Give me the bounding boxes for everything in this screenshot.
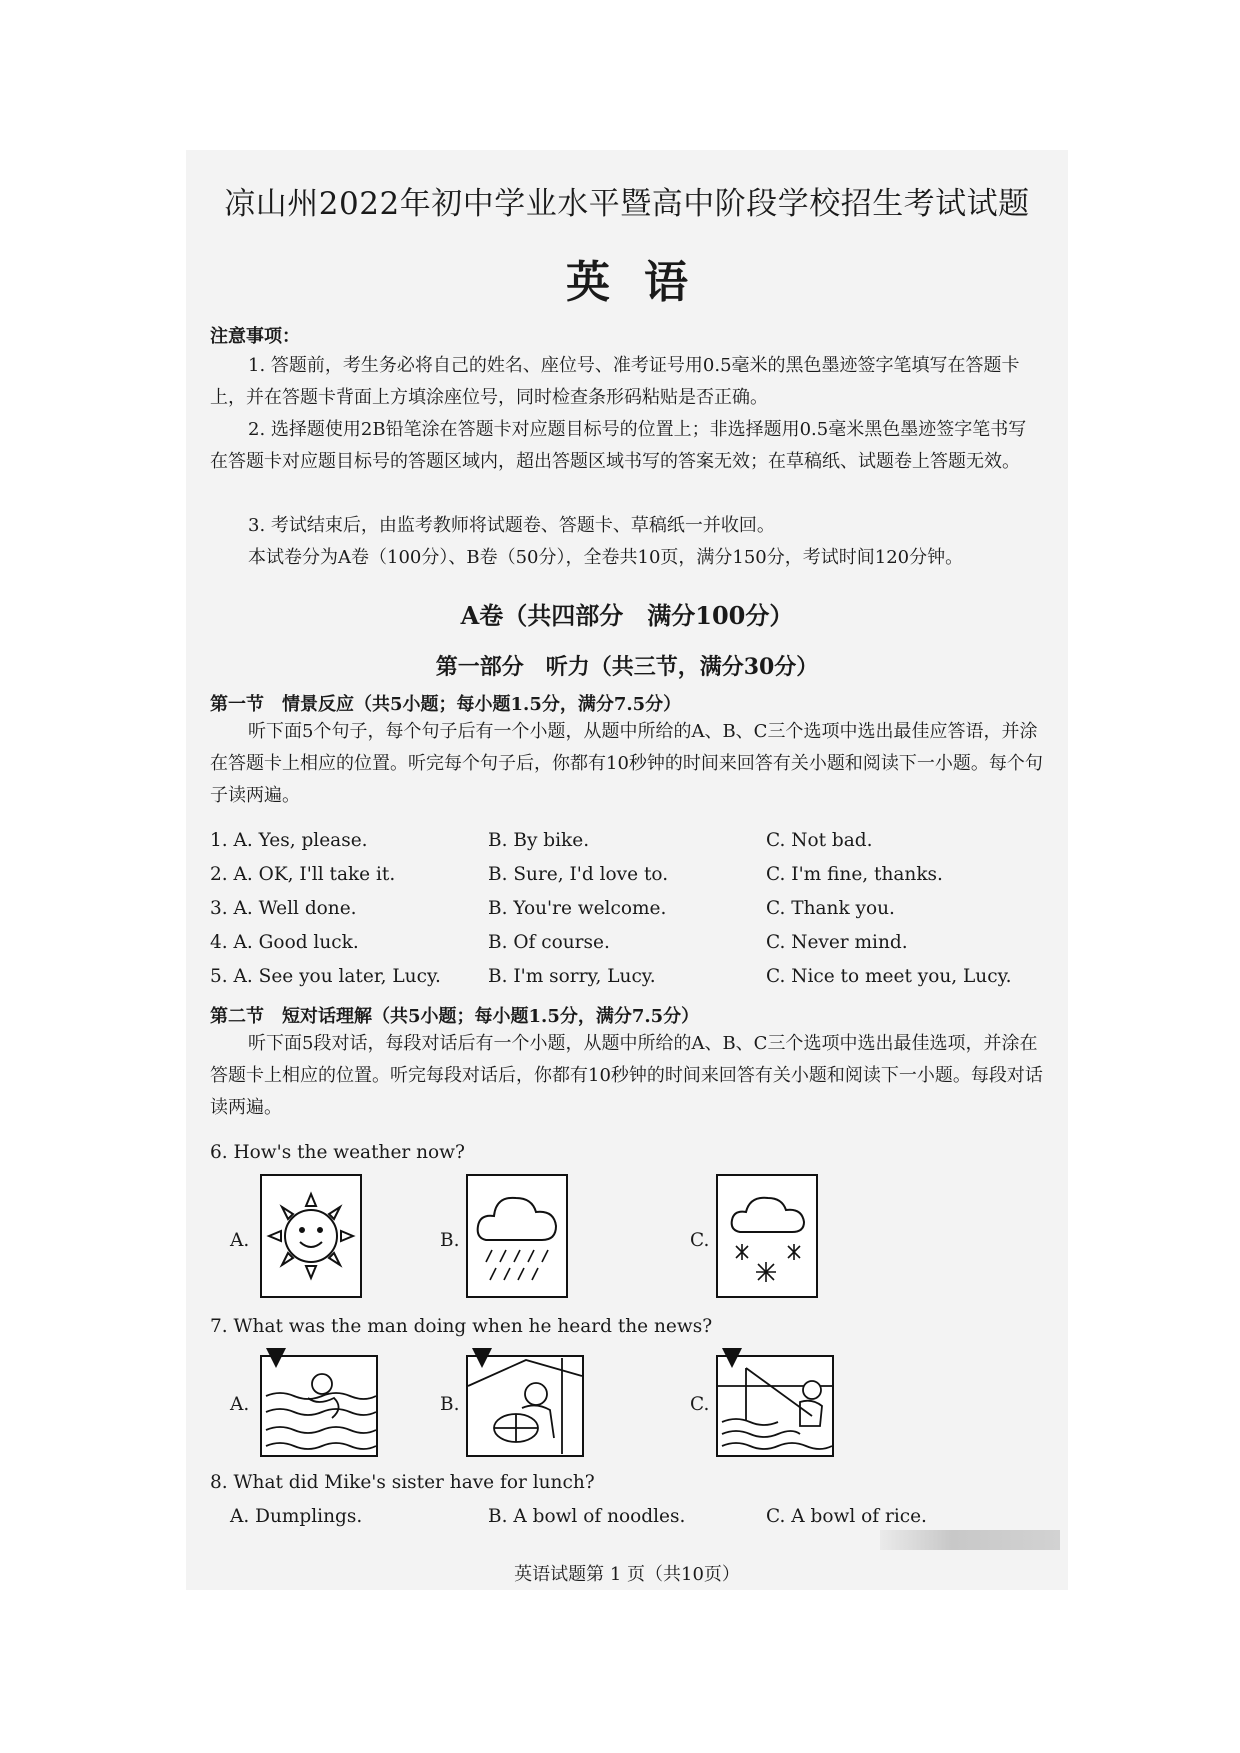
q4-option-c[interactable]: C. Never mind.	[766, 932, 908, 953]
volume-a-heading: A卷（共四部分 满分100分）	[460, 601, 794, 630]
q6-stem: 6. How's the weather now?	[210, 1142, 465, 1163]
q7-option-a-picture[interactable]	[260, 1346, 380, 1458]
q8-option-b[interactable]: B. A bowl of noodles.	[488, 1506, 686, 1527]
exam-title: 凉山州2022年初中学业水平暨高中阶段学校招生考试试题	[224, 186, 1030, 222]
q1-option-a[interactable]: 1. A. Yes, please.	[210, 830, 368, 851]
q8-option-a[interactable]: A. Dumplings.	[230, 1506, 363, 1527]
note-item-1: 1. 答题前，考生务必将自己的姓名、座位号、准考证号用0.5毫米的黑色墨迹签字笔填写在答题卡上，并在答题卡背面上方填涂座位号，同时检查条形码粘贴是否正确。	[210, 355, 1020, 408]
q6-option-a-label[interactable]: A.	[230, 1230, 250, 1251]
q2-option-c[interactable]: C. I'm fine, thanks.	[766, 864, 943, 885]
q3-option-b[interactable]: B. You're welcome.	[488, 898, 667, 919]
q6-option-c-label[interactable]: C.	[690, 1230, 710, 1251]
exam-page	[186, 150, 1068, 1590]
q7-option-c-label[interactable]: C.	[690, 1394, 710, 1415]
q3-option-c[interactable]: C. Thank you.	[766, 898, 895, 919]
notes-heading: 注意事项：	[210, 326, 300, 347]
q7-option-b-label[interactable]: B.	[440, 1394, 460, 1415]
q5-option-c[interactable]: C. Nice to meet you, Lucy.	[766, 966, 1012, 987]
q6-option-b-label[interactable]: B.	[440, 1230, 460, 1251]
page-footer: 英语试题第 1 页（共10页）	[514, 1564, 740, 1585]
q7-stem: 7. What was the man doing when he heard the news?	[210, 1316, 713, 1337]
q7-option-a-label[interactable]: A.	[230, 1394, 250, 1415]
section2-heading: 第二节 短对话理解（共5小题；每小题1.5分，满分7.5分）	[210, 1006, 700, 1027]
driving-icon	[466, 1346, 586, 1458]
sun-icon	[260, 1174, 362, 1298]
watermark-smudge	[880, 1530, 1060, 1550]
note-item-3: 3. 考试结束后，由监考教师将试题卷、答题卡、草稿纸一并收回。	[248, 515, 775, 536]
q2-option-a[interactable]: 2. A. OK, I'll take it.	[210, 864, 396, 885]
q7-option-c-picture[interactable]	[716, 1346, 836, 1458]
q6-option-b-picture[interactable]	[466, 1174, 568, 1298]
q1-option-c[interactable]: C. Not bad.	[766, 830, 873, 851]
scoring-note: 本试卷分为A卷（100分）、B卷（50分），全卷共10页，满分150分，考试时间120分钟。	[248, 547, 964, 568]
q7-option-b-picture[interactable]	[466, 1346, 586, 1458]
section2-instructions: 听下面5段对话，每段对话后有一个小题，从题中所给的A、B、C三个选项中选出最佳选项，并涂在答题卡上相应的位置。听完每段对话后，你都有10秒钟的时间来回答有关小题和阅读下一小题。每段对话读两遍。	[210, 1033, 1043, 1118]
subject-title: 英语	[566, 257, 722, 308]
part1-heading: 第一部分 听力（共三节，满分30分）	[435, 654, 819, 680]
q1-option-b[interactable]: B. By bike.	[488, 830, 590, 851]
q3-option-a[interactable]: 3. A. Well done.	[210, 898, 357, 919]
section1-heading: 第一节 情景反应（共5小题；每小题1.5分，满分7.5分）	[210, 694, 682, 715]
q4-option-b[interactable]: B. Of course.	[488, 932, 610, 953]
note-item-2: 2. 选择题使用2B铅笔涂在答题卡对应题目标号的位置上；非选择题用0.5毫米黑色墨迹签字笔书写在答题卡对应题目标号的答题区域内，超出答题区域书写的答案无效；在草稿纸、试题卷上答题无效。	[210, 419, 1027, 472]
q5-option-a[interactable]: 5. A. See you later, Lucy.	[210, 966, 441, 987]
section1-instructions: 听下面5个句子，每个句子后有一个小题，从题中所给的A、B、C三个选项中选出最佳应答语，并涂在答题卡上相应的位置。听完每个句子后，你都有10秒钟的时间来回答有关小题和阅读下一小题。每个句子读两遍。	[210, 721, 1043, 806]
q8-stem: 8. What did Mike's sister have for lunch?	[210, 1472, 595, 1493]
swimming-icon	[260, 1346, 380, 1458]
q8-option-c[interactable]: C. A bowl of rice.	[766, 1506, 927, 1527]
rain-cloud-icon	[466, 1174, 568, 1298]
fishing-icon	[716, 1346, 836, 1458]
q2-option-b[interactable]: B. Sure, I'd love to.	[488, 864, 669, 885]
q6-option-c-picture[interactable]	[716, 1174, 818, 1298]
snow-cloud-icon	[716, 1174, 818, 1298]
q4-option-a[interactable]: 4. A. Good luck.	[210, 932, 359, 953]
q5-option-b[interactable]: B. I'm sorry, Lucy.	[488, 966, 656, 987]
q6-option-a-picture[interactable]	[260, 1174, 362, 1298]
